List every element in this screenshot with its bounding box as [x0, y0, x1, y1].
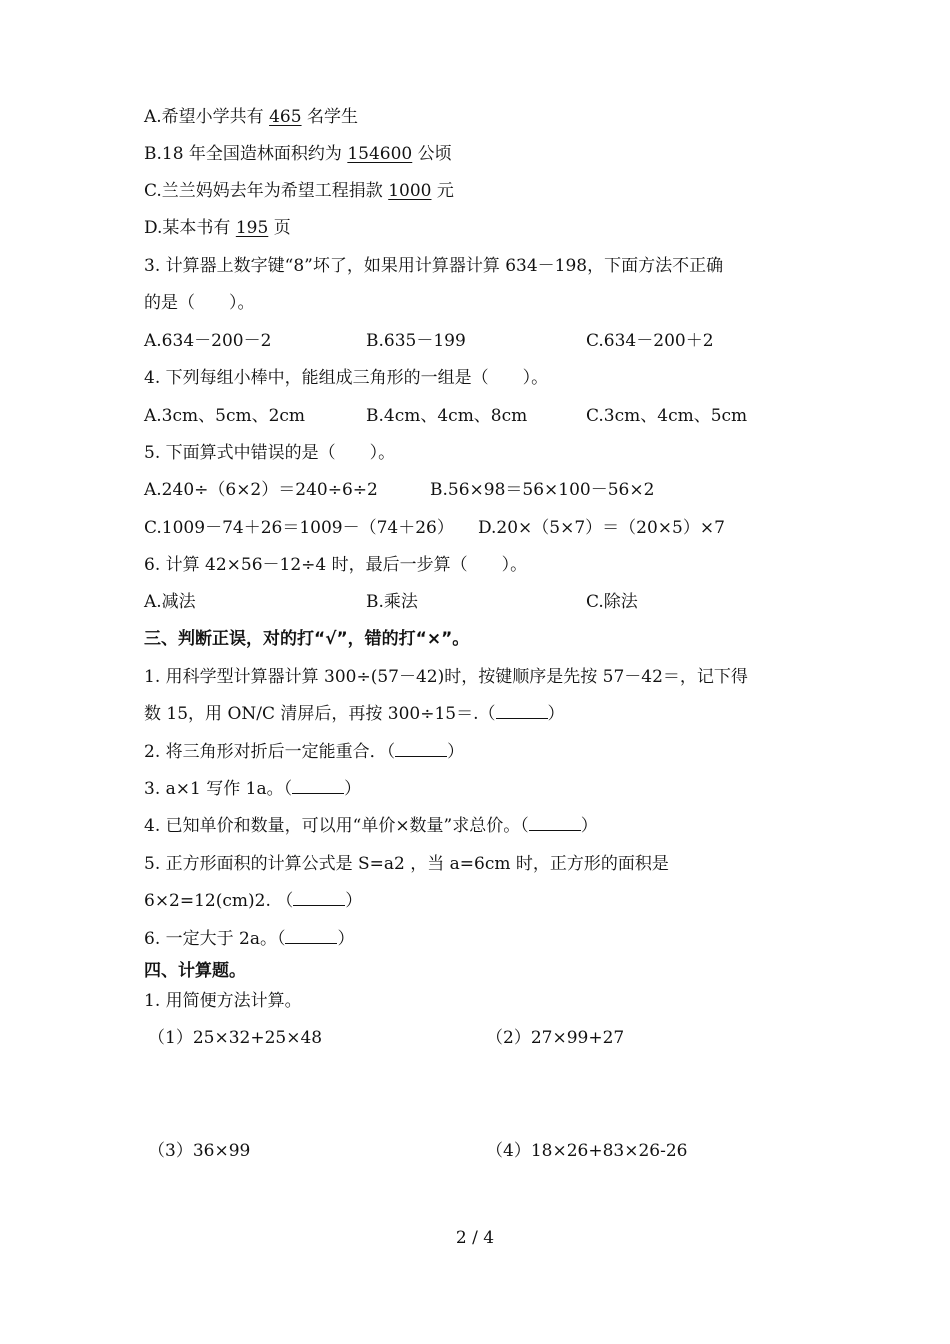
- q6-text: 6. 计算 42×56－12÷4 时，最后一步算（ ）。: [144, 555, 528, 575]
- s3-q3: 3. a×1 写作 1a。（ ）: [144, 779, 362, 799]
- q6-options: [144, 591, 804, 613]
- q2-option-c: C.兰兰妈妈去年为希望工程捐款 1000 元: [144, 181, 454, 201]
- s3-q5-line1: 5. 正方形面积的计算公式是 S=a2 ，当 a=6cm 时，正方形的面积是: [144, 854, 669, 874]
- q6-option-b: B.乘法: [366, 592, 418, 612]
- q3-option-c: C.634－200＋2: [586, 331, 714, 351]
- q5-options-row2: [144, 517, 804, 539]
- q3-option-b: B.635－199: [366, 331, 466, 351]
- s3-q6: 6. 一定大于 2a。（ ）: [144, 929, 355, 949]
- q3-text-line2: 的是（ ）。: [144, 293, 255, 313]
- calc-item-2: （2）27×99+27: [486, 1028, 625, 1048]
- calc-item-1: （1）25×32+25×48: [148, 1028, 323, 1048]
- q3-text-line1: 3. 计算器上数字键“8”坏了，如果用计算器计算 634－198，下面方法不正确: [144, 256, 724, 276]
- q2-option-a: A.希望小学共有 465 名学生: [144, 107, 358, 127]
- q2-option-d: D.某本书有 195 页: [144, 218, 291, 238]
- q4-options: [144, 405, 804, 427]
- q3-options: [144, 330, 804, 352]
- underlined-number: 465: [269, 107, 302, 127]
- s3-q5-line2: 6×2=12(cm)2. （ ）: [144, 891, 363, 911]
- q2-option-b: B.18 年全国造林面积约为 154600 公顷: [144, 144, 452, 164]
- answer-blank[interactable]: [285, 929, 337, 944]
- q4-option-c: C.3cm、4cm、5cm: [586, 406, 748, 426]
- underlined-number: 154600: [347, 144, 413, 164]
- s3-q4: 4. 已知单价和数量，可以用“单价×数量”求总价。（ ）: [144, 816, 598, 836]
- q5-option-c: C.1009－74＋26＝1009－（74＋26）: [144, 518, 454, 538]
- calc-item-4: （4）18×26+83×26-26: [486, 1141, 688, 1161]
- underlined-number: 1000: [388, 181, 432, 201]
- q6-option-c: C.除法: [586, 592, 638, 612]
- q5-options-row1: [144, 479, 804, 501]
- calc-item-3: （3）36×99: [148, 1141, 251, 1161]
- q5-option-a: A.240÷（6×2）＝240÷6÷2: [144, 480, 378, 500]
- s4-sub1: 1. 用简便方法计算。: [144, 991, 302, 1011]
- s3-q1-line2: 数 15，用 ON/C 清屏后，再按 300÷15＝.（ ）: [144, 704, 565, 724]
- q4-option-a: A.3cm、5cm、2cm: [144, 406, 306, 426]
- section4-title: 四、计算题。: [144, 961, 246, 981]
- page-number: 2 / 4: [455, 1228, 495, 1248]
- underlined-number: 195: [235, 218, 269, 238]
- s3-q1-line1: 1. 用科学型计算器计算 300÷(57－42)时，按键顺序是先按 57－42＝，记下得: [144, 667, 748, 687]
- q3-option-a: A.634－200－2: [144, 331, 272, 351]
- answer-blank[interactable]: [292, 779, 344, 794]
- q5-option-d: D.20×（5×7）＝（20×5）×7: [478, 518, 725, 538]
- answer-blank[interactable]: [395, 742, 447, 757]
- answer-blank[interactable]: [529, 816, 581, 831]
- q4-text: 4. 下列每组小棒中，能组成三角形的一组是（ ）。: [144, 368, 549, 388]
- q5-option-b: B.56×98＝56×100－56×2: [430, 480, 655, 500]
- answer-blank[interactable]: [496, 704, 548, 719]
- answer-blank[interactable]: [293, 891, 345, 906]
- s3-q2: 2. 将三角形对折后一定能重合．（ ）: [144, 742, 465, 762]
- section3-title: 三、判断正误，对的打“√”，错的打“×”。: [144, 629, 470, 649]
- q5-text: 5. 下面算式中错误的是（ ）。: [144, 443, 396, 463]
- q4-option-b: B.4cm、4cm、8cm: [366, 406, 528, 426]
- q6-option-a: A.减法: [144, 592, 196, 612]
